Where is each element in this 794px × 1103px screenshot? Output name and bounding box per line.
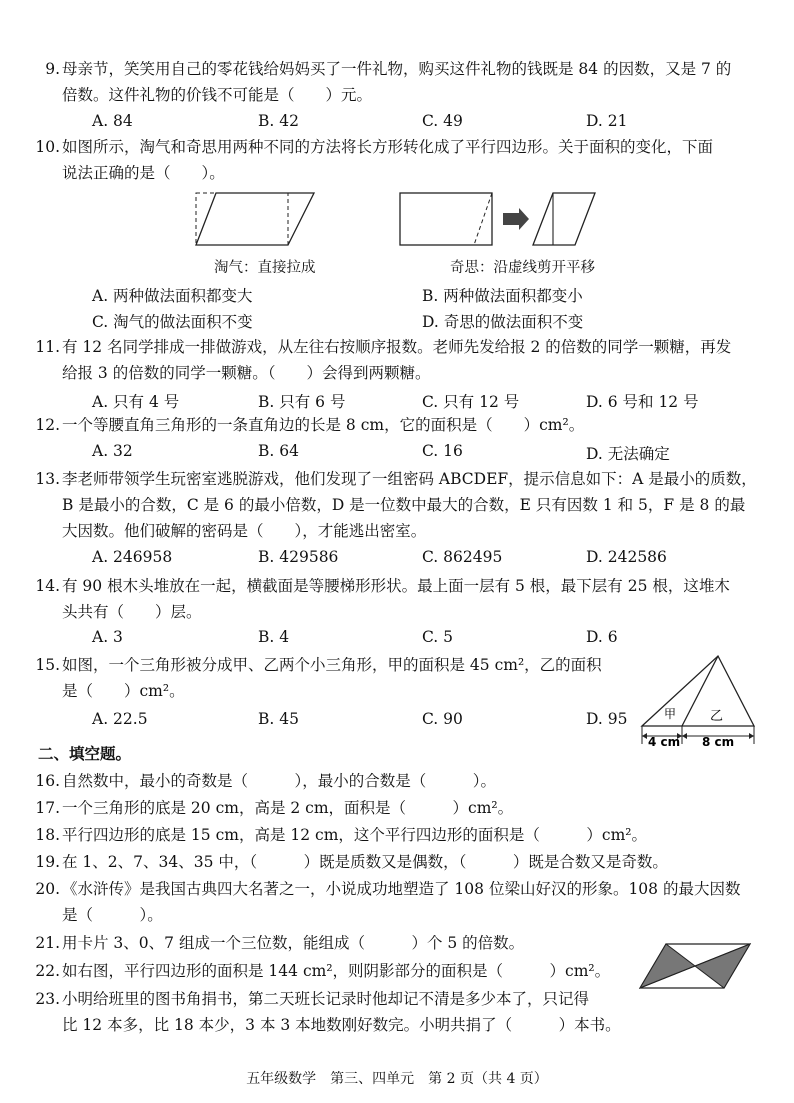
question-number: 21.: [35, 934, 60, 952]
question-text: 说法正确的是（ ）。: [62, 164, 225, 182]
option-c[interactable]: C. 49: [422, 112, 463, 130]
question-number: 20.: [35, 880, 60, 898]
figure-triangle: [636, 652, 762, 748]
big-triangle: [642, 656, 754, 726]
question-17: [35, 795, 762, 821]
question-number: 22.: [35, 962, 60, 980]
rectangle: [400, 193, 492, 245]
option-a[interactable]: A. 两种做法面积都变大: [92, 287, 253, 305]
question-text: 用卡片 3、0、7 组成一个三位数，能组成（ ）个 5 的倍数。: [62, 934, 525, 952]
question-22: [35, 958, 632, 984]
caption-taoqi: 淘气：直接拉成: [214, 260, 316, 276]
question-text: 在 1、2、7、34、35 中，（ ）既是质数又是偶数，（ ）既是合数又是奇数。: [62, 853, 668, 871]
options-9: [92, 112, 772, 136]
dim-4cm: 4 cm: [648, 735, 681, 748]
option-b[interactable]: B. 45: [258, 710, 299, 728]
question-number: 15.: [35, 656, 60, 674]
cut-line: [474, 193, 492, 245]
question-text: 一个等腰直角三角形的一条直角边的长是 8 cm，它的面积是（ ）cm²。: [62, 416, 585, 434]
question-14: [35, 573, 762, 625]
options-11: [92, 390, 772, 414]
parallelogram: [533, 193, 595, 245]
question-number: 19.: [35, 853, 60, 871]
question-text: 平行四边形的底是 15 cm，高是 12 cm，这个平行四边形的面积是（ ）cm²。: [62, 826, 648, 844]
option-c[interactable]: C. 862495: [422, 548, 503, 566]
question-text: 如图，一个三角形被分成甲、乙两个小三角形，甲的面积是 45 cm²，乙的面积: [62, 656, 602, 674]
dim-8cm: 8 cm: [702, 735, 735, 748]
question-number: 11.: [35, 338, 60, 356]
page-footer: 五年级数学 第三、四单元 第 2 页（共 4 页）: [246, 1071, 548, 1087]
question-16: [35, 768, 762, 794]
question-text: 大因数。他们破解的密码是（ ），才能逃出密室。: [62, 522, 427, 540]
question-text: 头共有（ ）层。: [62, 603, 202, 621]
question-text: 倍数。这件礼物的价钱不可能是（ ）元。: [62, 86, 373, 104]
question-11: [35, 334, 762, 386]
option-b[interactable]: B. 只有 6 号: [258, 393, 346, 411]
option-d[interactable]: D. 21: [586, 112, 628, 130]
question-number: 9.: [45, 60, 60, 78]
question-text: 母亲节，笑笑用自己的零花钱给妈妈买了一件礼物，购买这件礼物的钱既是 84 的因数，又是 7 的: [62, 60, 732, 78]
option-c[interactable]: C. 90: [422, 710, 463, 728]
dashed-rectangle: [196, 193, 288, 245]
question-23: [35, 986, 632, 1038]
question-text: 一个三角形的底是 20 cm，高是 2 cm，面积是（ ）cm²。: [62, 799, 514, 817]
options-14: [92, 628, 772, 652]
figure-taoqi: [190, 190, 320, 250]
options-10-row2: [92, 310, 772, 334]
question-text: 是（ ）。: [62, 906, 163, 924]
question-number: 17.: [35, 799, 60, 817]
option-a[interactable]: A. 只有 4 号: [92, 393, 180, 411]
option-a[interactable]: A. 22.5: [92, 710, 148, 728]
question-text: 小明给班里的图书角捐书，第二天班长记录时他却记不清是多少本了，只记得: [62, 990, 590, 1008]
question-text: 《水浒传》是我国古典四大名著之一，小说成功地塑造了 108 位梁山好汉的形象。108 的最大因数: [62, 880, 741, 898]
caption-qisi: 奇思：沿虚线剪开平移: [450, 260, 595, 276]
question-text: 是（ ）cm²。: [62, 682, 185, 700]
question-15: [35, 652, 622, 704]
option-a[interactable]: A. 84: [92, 112, 133, 130]
option-c[interactable]: C. 5: [422, 628, 454, 646]
label-jia: 甲: [664, 707, 677, 721]
question-text: 比 12 本多，比 18 本少，3 本 3 本地数刚好数完。小明共捐了（ ）本书。: [62, 1016, 621, 1034]
question-text: 有 90 根木头堆放在一起，横截面是等腰梯形形状。最上面一层有 5 根，最下层有 25 根，这堆木: [62, 577, 730, 595]
option-d[interactable]: D. 奇思的做法面积不变: [422, 313, 584, 331]
question-number: 23.: [35, 990, 60, 1008]
question-20: [35, 876, 762, 928]
question-text: 给报 3 的倍数的同学一颗糖。（ ）会得到两颗糖。: [62, 364, 431, 382]
question-text: 如图所示，淘气和奇思用两种不同的方法将长方形转化成了平行四边形。关于面积的变化，下面: [62, 138, 714, 156]
option-d[interactable]: D. 242586: [586, 548, 667, 566]
figure-qisi: [395, 188, 600, 252]
option-b[interactable]: B. 429586: [258, 548, 339, 566]
question-text: 自然数中，最小的奇数是（ ），最小的合数是（ ）。: [62, 772, 497, 790]
option-b[interactable]: B. 42: [258, 112, 299, 130]
option-b[interactable]: B. 两种做法面积都变小: [422, 287, 583, 305]
question-number: 14.: [35, 577, 60, 595]
question-9: [45, 56, 762, 108]
question-number: 12.: [35, 416, 60, 434]
question-text: B 是最小的合数，C 是 6 的最小倍数，D 是一位数中最大的合数，E 只有因数 1 和 5，F 是 8 的最: [62, 496, 746, 514]
question-10: [35, 134, 762, 186]
question-number: 13.: [35, 470, 60, 488]
option-c[interactable]: C. 16: [422, 442, 463, 460]
option-a[interactable]: A. 246958: [92, 548, 173, 566]
question-18: [35, 822, 762, 848]
section-title: 二、填空题。: [38, 744, 132, 763]
option-d[interactable]: D. 无法确定: [586, 445, 670, 463]
options-10-row1: [92, 284, 772, 308]
question-number: 16.: [35, 772, 60, 790]
arrow-right-icon: [503, 208, 529, 230]
option-b[interactable]: B. 4: [258, 628, 290, 646]
parallelogram: [196, 193, 314, 245]
question-13: [35, 466, 762, 544]
question-text: 如右图，平行四边形的面积是 144 cm²，则阴影部分的面积是（ ）cm²。: [62, 962, 611, 980]
figure-shaded-parallelogram: [636, 940, 754, 992]
question-text: 李老师带领学生玩密室逃脱游戏，他们发现了一组密码 ABCDEF，提示信息如下：A 是最小的质数，: [62, 470, 757, 488]
option-d[interactable]: D. 6 号和 12 号: [586, 393, 699, 411]
option-c[interactable]: C. 只有 12 号: [422, 393, 520, 411]
option-a[interactable]: A. 32: [92, 442, 133, 460]
option-d[interactable]: D. 6: [586, 628, 618, 646]
option-c[interactable]: C. 淘气的做法面积不变: [92, 313, 253, 331]
options-12: [92, 442, 772, 466]
question-12: [35, 412, 762, 438]
option-b[interactable]: B. 64: [258, 442, 299, 460]
label-yi: 乙: [710, 709, 724, 724]
option-a[interactable]: A. 3: [92, 628, 123, 646]
question-text: 有 12 名同学排成一排做游戏，从左往右按顺序报数。老师先发给报 2 的倍数的同学一颗糖，再发: [62, 338, 732, 356]
options-13: [92, 548, 772, 572]
option-d[interactable]: D. 95: [586, 710, 628, 728]
question-19: [35, 849, 762, 875]
question-number: 10.: [35, 138, 60, 156]
question-number: 18.: [35, 826, 60, 844]
